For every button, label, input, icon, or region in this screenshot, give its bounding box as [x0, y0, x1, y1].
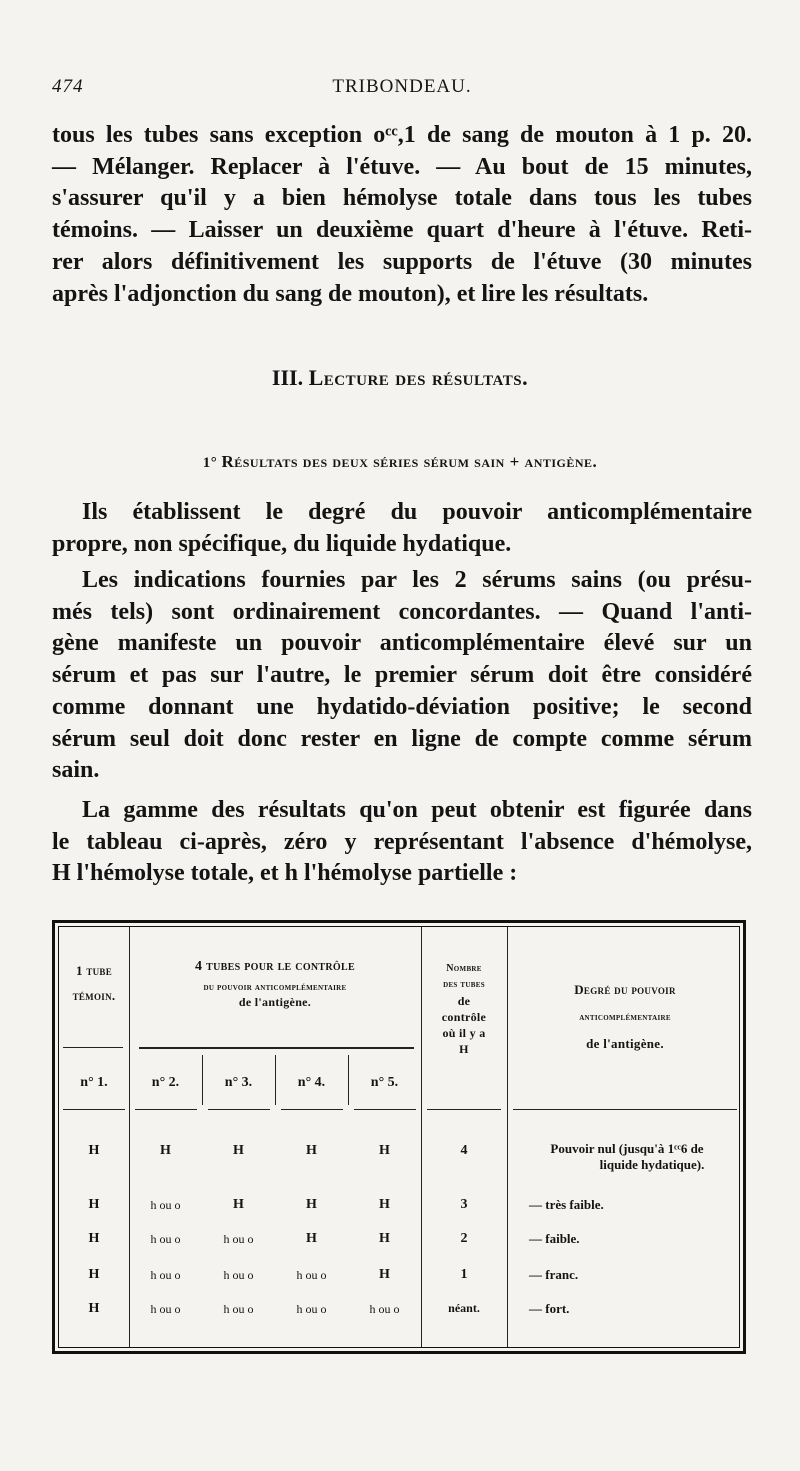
cell-tube-2: H [160, 1143, 171, 1158]
header-line: de l'antigène. [238, 995, 312, 1009]
text-line: Les indications fournies par les 2 sérums sains (ou présu- [82, 567, 752, 593]
text-line: le tableau ci-après, zéro y représentant l'absence d'hémolyse, [52, 828, 752, 855]
results-table [52, 920, 746, 1354]
text-line: La gamme des résultats qu'on peut obtenir est figurée dans [82, 797, 752, 823]
header-line: du pouvoir anticomplémentaire [203, 982, 347, 993]
header-line: où il y a [442, 1026, 486, 1040]
cell-tube-4: h ou o [296, 1268, 327, 1282]
cell-tube-4: H [306, 1231, 317, 1246]
text-line: H l'hémolyse totale, et h l'hémolyse partielle : [52, 860, 518, 887]
cell-tube-5: h ou o [369, 1302, 400, 1316]
text-line: comme donnant une hydatido-déviation positive; le second [52, 693, 752, 720]
cell-count: 3 [460, 1197, 468, 1212]
tube-label: n° 5. [370, 1075, 399, 1090]
running-title: TRIBONDEAU. [332, 76, 472, 97]
section-title: Lecture des résultats. [308, 365, 529, 390]
degree-line: — fort. [529, 1301, 570, 1316]
degree-line: liquide hydatique). [599, 1157, 705, 1172]
tube-label: n° 2. [151, 1075, 180, 1090]
col-header-degree [507, 979, 743, 1055]
text-line: gène manifeste un pouvoir anticomplémentaire élevé sur un [52, 630, 752, 657]
cell-count: 2 [460, 1231, 468, 1246]
paragraph-1 [52, 120, 752, 310]
page-number: 474 [52, 76, 84, 97]
cell-count: néant. [448, 1301, 480, 1315]
table-rule [427, 1109, 501, 1110]
cell-tube-1: H [88, 1231, 100, 1246]
text-line: més tels) sont ordinairement concordantes. — Quand l'anti- [52, 598, 752, 625]
cell-tube-3: h ou o [223, 1302, 254, 1316]
cell-tube-4: H [306, 1197, 317, 1212]
cell-tube-3: H [233, 1143, 244, 1158]
paragraph-3 [52, 565, 752, 787]
degree-line: — franc. [529, 1267, 579, 1282]
header-line: de [457, 994, 471, 1008]
text-line: Ils établissent le degré du pouvoir anticomplémentaire [82, 499, 752, 525]
cell-count: 4 [460, 1143, 468, 1158]
cell-tube-2: h ou o [150, 1232, 181, 1246]
cell-tube-4: h ou o [296, 1302, 327, 1316]
cell-tube-5: H [379, 1267, 390, 1282]
header-line: témoin. [72, 988, 116, 1003]
cell-tube-1: H [88, 1143, 100, 1158]
cell-tube-5: H [379, 1143, 390, 1158]
col-header-count [421, 961, 507, 1057]
header-line: de l'antigène. [586, 1036, 664, 1051]
header-line: contrôle [441, 1010, 487, 1024]
table-rule [63, 1047, 123, 1048]
cell-tube-2: h ou o [150, 1302, 181, 1316]
text-line: sérum seul doit donc rester en ligne de compte comme sérum [52, 725, 752, 752]
col-header-control-tube [59, 963, 129, 1003]
cell-tube-3: H [233, 1197, 244, 1212]
header-line: Degré du pouvoir [574, 982, 676, 997]
text-line: tous les tubes sans exception oᶜᶜ,1 de sang de mouton à 1 p. 20. [52, 122, 752, 148]
cell-tube-1: H [88, 1197, 100, 1212]
table-rule [63, 1109, 125, 1110]
header-line: des tubes [443, 979, 485, 990]
tube-label: n° 1. [80, 1075, 108, 1090]
subsection-title: Résultats des deux séries sérum sain + antigène. [221, 452, 598, 471]
cell-tube-5: H [379, 1197, 390, 1212]
cell-tube-1: H [88, 1301, 100, 1316]
paragraph-4 [52, 795, 752, 890]
text-line: après l'adjonction du sang de mouton), et lire les résultats. [52, 280, 649, 307]
section-numeral: III. [271, 365, 304, 390]
table-rule [354, 1109, 416, 1110]
cell-tube-1: H [88, 1267, 100, 1282]
header-line: 1 tube [75, 963, 113, 978]
table-rule [139, 1047, 414, 1049]
degree-line: Pouvoir nul (jusqu'à 1ᶜᶜ6 de [550, 1141, 704, 1156]
cell-degree [529, 1197, 689, 1213]
text-line: — Mélanger. Replacer à l'étuve. — Au bout de 15 minutes, [52, 153, 752, 180]
text-line: propre, non spécifique, du liquide hydatique. [52, 530, 512, 557]
cell-degree [529, 1231, 689, 1247]
text-line: sain. [52, 757, 100, 784]
degree-line: — très faible. [529, 1197, 604, 1212]
subsection-number: 1° [202, 455, 218, 471]
cell-degree [529, 1267, 689, 1283]
cell-count: 1 [460, 1267, 468, 1282]
cell-tube-2: h ou o [150, 1268, 181, 1282]
table-inner-frame [58, 926, 740, 1348]
cell-tube-2: h ou o [150, 1198, 181, 1212]
text-line: s'assurer qu'il y a bien hémolyse totale dans tous les tubes [52, 185, 752, 212]
cell-tube-5: H [379, 1231, 390, 1246]
text-line: rer alors définitivement les supports de l'étuve (30 minutes [52, 248, 752, 275]
page-header [52, 76, 752, 106]
cell-tube-4: H [306, 1143, 317, 1158]
paragraph-2 [52, 497, 752, 560]
text-line: témoins. — Laisser un deuxième quart d'heure à l'étuve. Reti- [52, 217, 752, 244]
table-rule [281, 1109, 343, 1110]
table-rule [513, 1109, 737, 1110]
text-line: sérum et pas sur l'autre, le premier sérum doit être considéré [52, 662, 752, 689]
section-heading [0, 365, 800, 391]
header-line: Nombre [446, 963, 482, 974]
cell-tube-3: h ou o [223, 1232, 254, 1246]
subsection-heading [0, 452, 800, 472]
col-header-control-group [129, 959, 421, 1010]
header-line: 4 tubes pour le contrôle [195, 959, 355, 974]
cell-degree [529, 1301, 689, 1317]
table-rule [208, 1109, 270, 1110]
tube-label: n° 3. [224, 1075, 253, 1090]
cell-tube-3: h ou o [223, 1268, 254, 1282]
table-rule [135, 1109, 197, 1110]
degree-line: — faible. [529, 1231, 580, 1246]
tube-label: n° 4. [297, 1075, 326, 1090]
header-line: H [459, 1042, 469, 1056]
header-line: anticomplémentaire [579, 1012, 671, 1023]
cell-degree [507, 1141, 747, 1173]
